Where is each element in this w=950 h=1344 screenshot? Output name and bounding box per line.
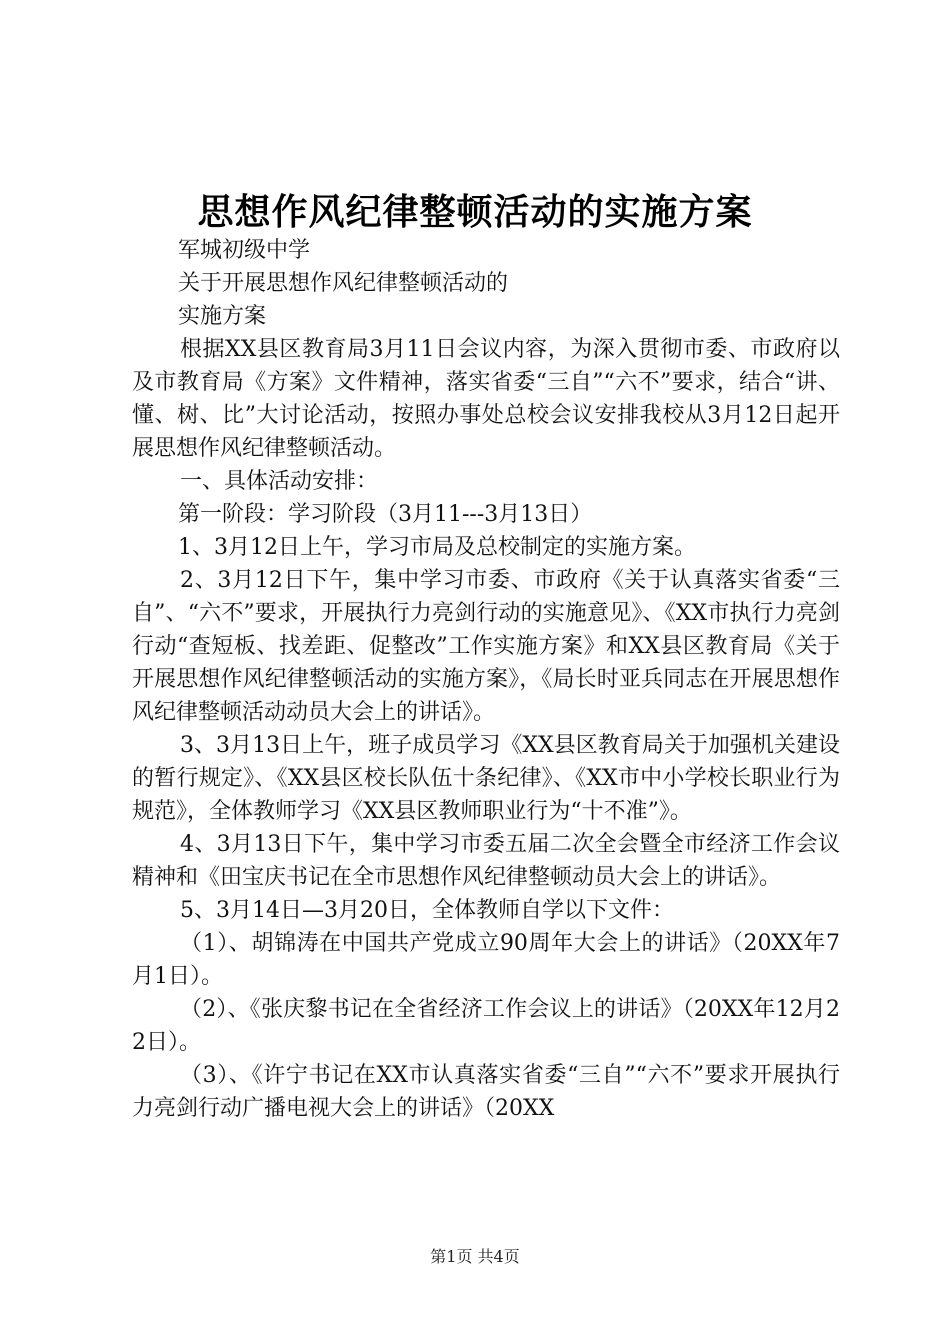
section-heading: 一、具体活动安排： xyxy=(180,469,379,494)
list-item-2: 2、3月12日下午，集中学习市委、市政府《关于认真落实省委“三自”、“六不”要求，开展执行力亮剑行动的实施意见》、《XX市执行力亮剑行动“查短板、找差距、促整改”工作实施方案》和XX县区教育局《关于开展思想作风纪律整顿活动的实施方案》，《局长时亚兵同志在开展思想作风纪律整顿活动动员大会上的讲话》。 xyxy=(132,568,840,725)
sub-item-3: （3）、《许宁书记在XX市认真落实省委“三自”“六不”要求开展执行力亮剑行动广播电视大会上的讲话》（20XX xyxy=(132,1063,840,1121)
list-item-3: 3、3月13日上午，班子成员学习《XX县区教育局关于加强机关建设的暂行规定》、《XX县区校长队伍十条纪律》、《XX市中小学校长职业行为规范》，全体教师学习《XX县区教师职业行为“十不准”》。 xyxy=(132,733,840,824)
sub-item-1: （1）、胡锦涛在中国共产党成立90周年大会上的讲话》（20XX年7月1日）。 xyxy=(132,931,840,989)
sub-item-2: （2）、《张庆黎书记在全省经济工作会议上的讲话》（20XX年12月22日）。 xyxy=(132,997,840,1055)
header-line-subject: 关于开展思想作风纪律整顿活动的 xyxy=(178,271,509,296)
stage-heading: 第一阶段：学习阶段（3月11---3月13日） xyxy=(178,502,593,527)
document-body xyxy=(132,234,840,1125)
header-line-school: 军城初级中学 xyxy=(178,238,311,263)
paragraph-intro: 根据XX县区教育局3月11日会议内容，为深入贯彻市委、市政府以及市教育局《方案》文件精神，落实省委“三自”“六不”要求，结合“讲、懂、树、比”大讨论活动，按照办事处总校会议安排我校从3月12日起开展思想作风纪律整顿活动。 xyxy=(132,337,840,461)
page-number-footer: 第1页 共4页 xyxy=(430,1247,520,1266)
document-title: 思想作风纪律整顿活动的实施方案 xyxy=(197,192,753,233)
list-item-4: 4、3月13日下午，集中学习市委五届二次全会暨全市经济工作会议精神和《田宝庆书记在全市思想作风纪律整顿动员大会上的讲话》。 xyxy=(132,832,840,890)
header-line-plan: 实施方案 xyxy=(178,304,267,329)
list-item-5: 5、3月14日—3月20日，全体教师自学以下文件： xyxy=(180,898,674,923)
list-item-1: 1、3月12日上午，学习市局及总校制定的实施方案。 xyxy=(178,535,696,560)
